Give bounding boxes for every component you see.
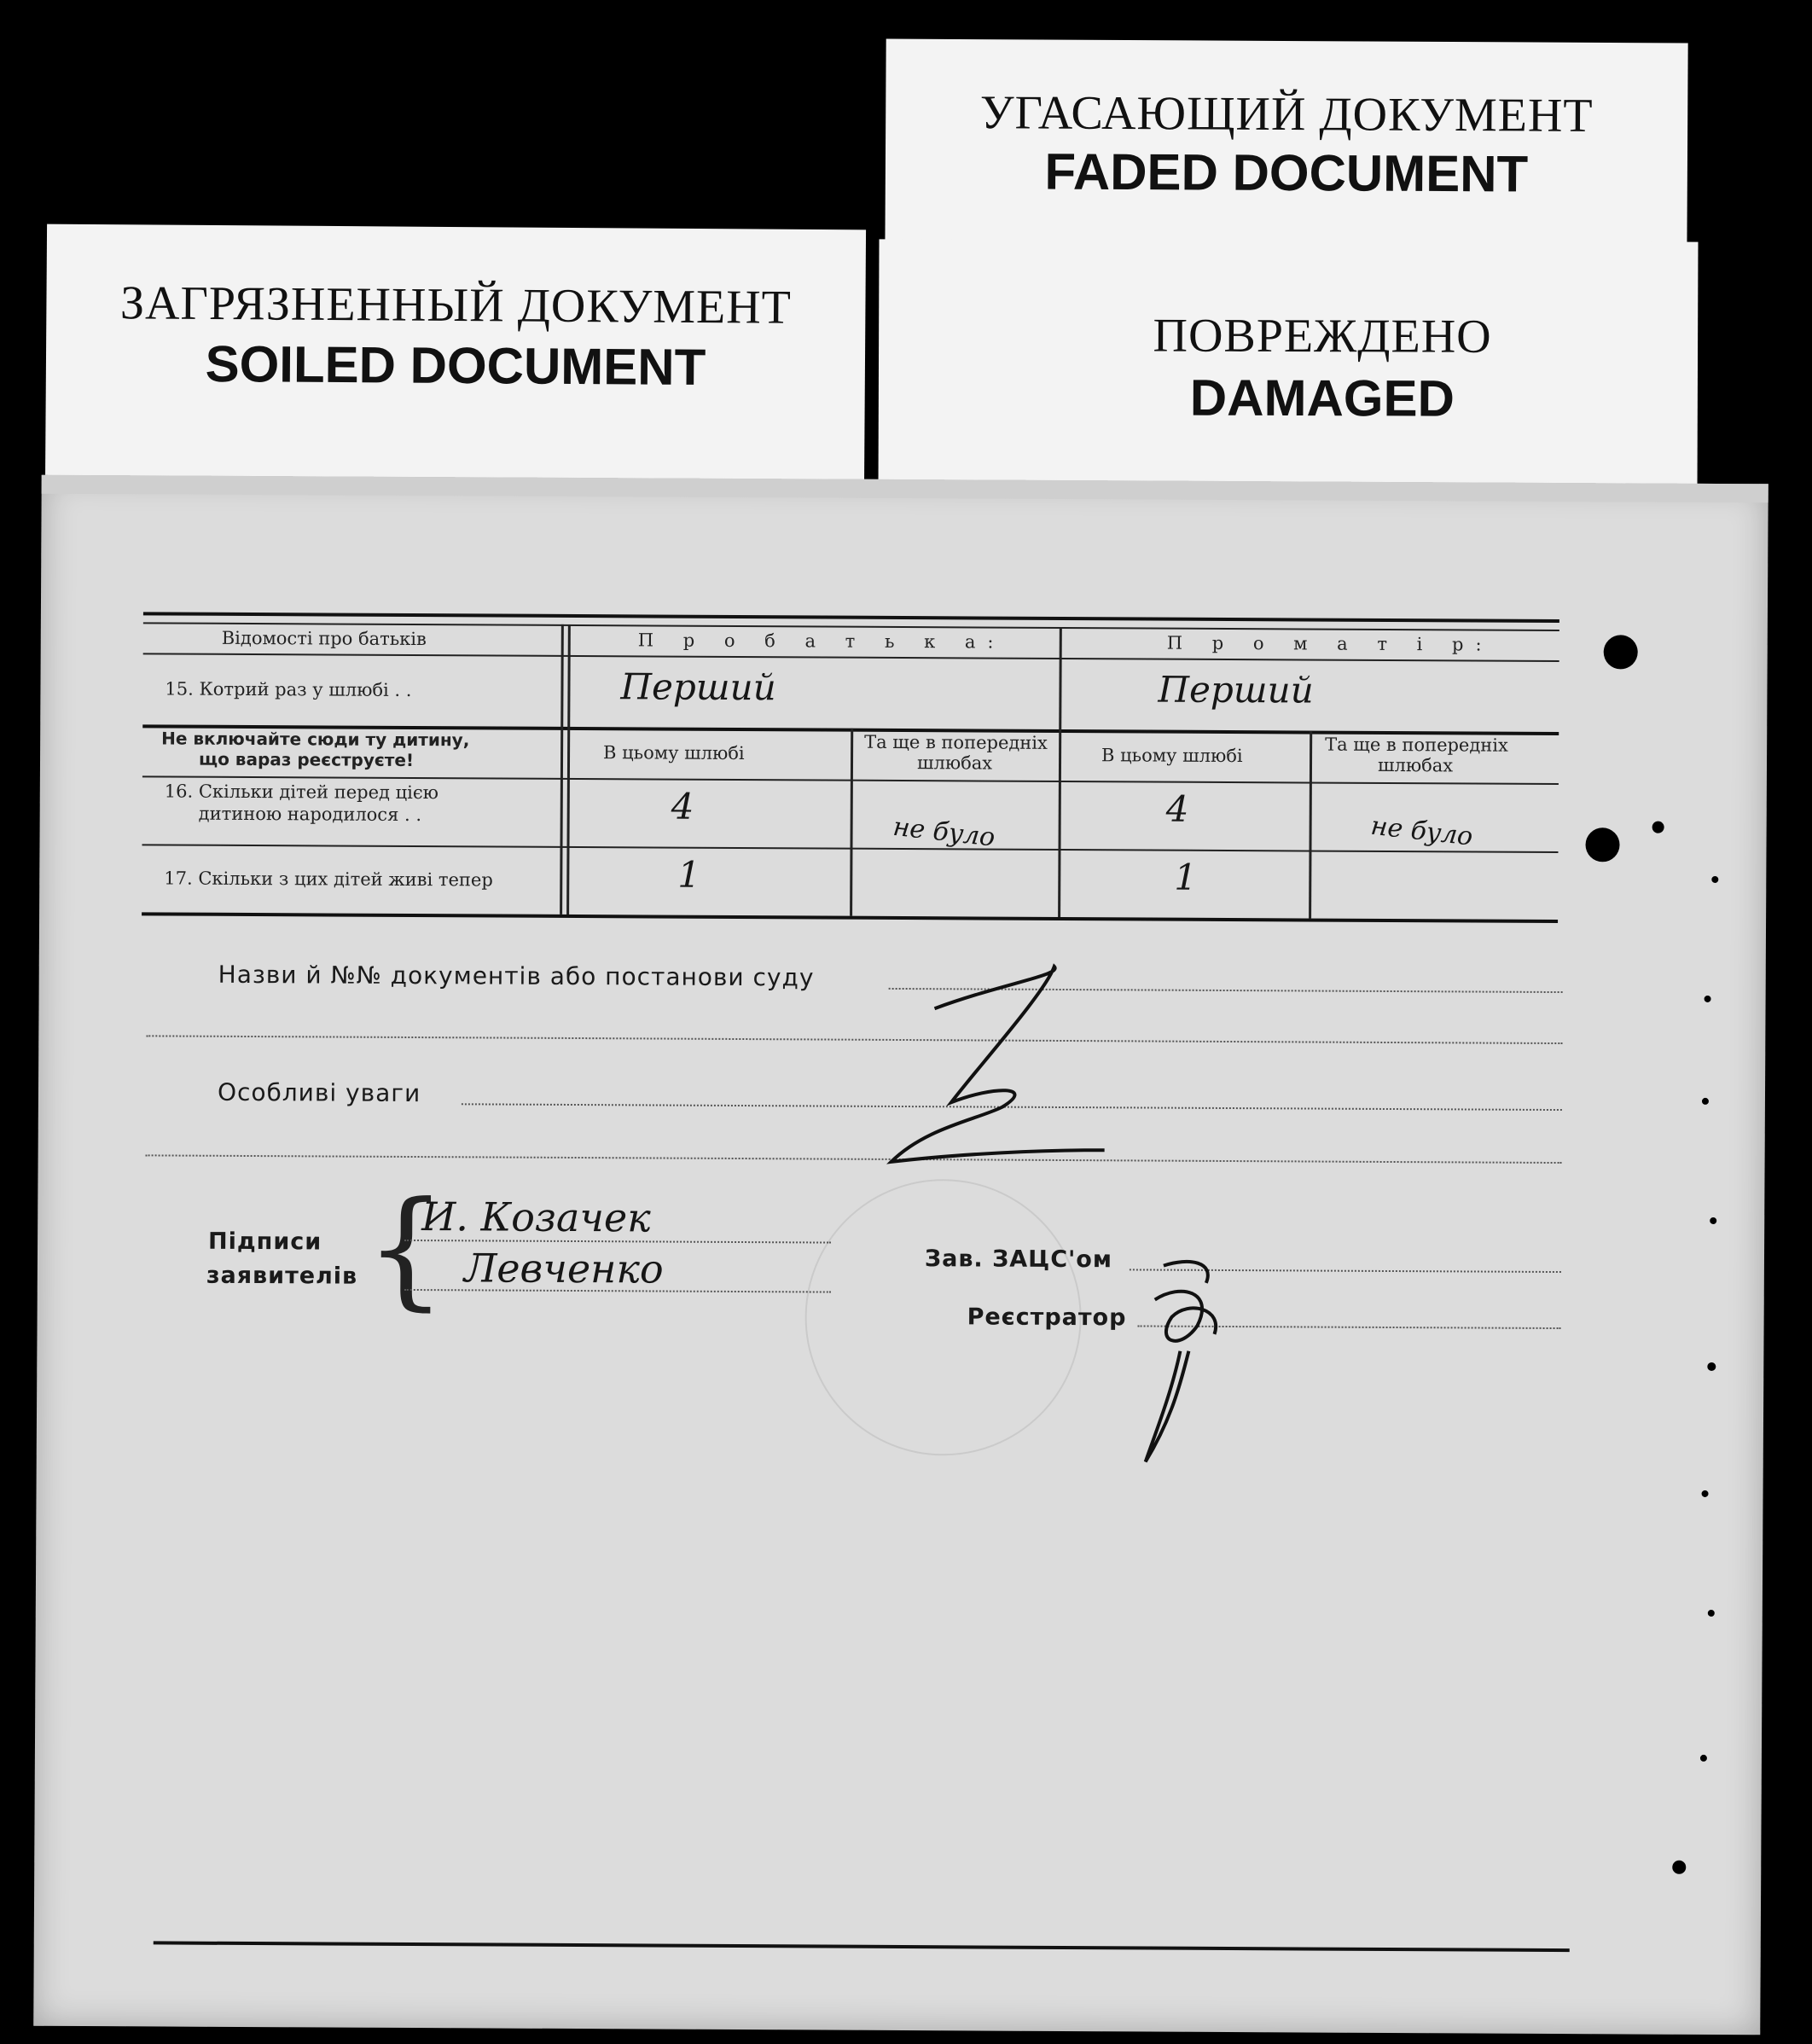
row17-label: 17. Скільки з цих дітей живі тепер <box>164 868 493 891</box>
punch-hole <box>1705 996 1711 1002</box>
soiled-label-ru: ЗАГРЯЗНЕННЫЙ ДОКУМЕНТ <box>119 276 793 334</box>
header-about-father: П р о б а т ь к а: <box>637 630 1006 653</box>
punch-hole <box>1700 1755 1707 1762</box>
mother-this-marriage-header: В цьому шлюбі <box>1101 745 1243 767</box>
signatures-brace: { <box>364 1174 447 1324</box>
signature-line-1 <box>404 1240 831 1244</box>
row16-label-line1: 16. Скільки дітей перед цією <box>164 781 438 804</box>
row15-father-value: Перший <box>620 665 776 709</box>
punch-hole <box>1652 822 1664 833</box>
father-prev-marriages-header-line1: Та ще в попередніх <box>864 731 1048 753</box>
column-divider <box>566 624 571 915</box>
applicant-signature-2: Левченко <box>463 1245 664 1292</box>
mother-prev-marriages-header-line2: шлюбах <box>1377 754 1454 776</box>
row15-mother-value: Перший <box>1158 668 1314 711</box>
soiled-document-card <box>45 224 866 495</box>
punch-hole <box>1604 635 1638 669</box>
punch-hole <box>1708 1610 1715 1617</box>
punch-hole <box>1711 876 1718 883</box>
registry-form-page <box>33 475 1768 2035</box>
signatures-label-line2: заявителів <box>206 1262 358 1290</box>
exclusion-note-line2: що вараз реєструєте! <box>198 748 415 771</box>
documents-field-line2 <box>146 1035 1562 1044</box>
punch-hole <box>1585 827 1619 862</box>
punch-hole <box>1702 1098 1709 1105</box>
row16-father-this-value: 4 <box>671 785 694 827</box>
damaged-label-en: DAMAGED <box>1189 369 1455 427</box>
punch-hole <box>1710 1217 1716 1224</box>
notes-field-label: Особливі уваги <box>217 1077 421 1108</box>
father-this-marriage-header: В цьому шлюбі <box>603 742 745 764</box>
punch-hole <box>1707 1362 1716 1371</box>
row16-label-line2: дитиною народилося . . <box>198 803 422 826</box>
column-divider <box>1058 627 1062 917</box>
row15-label: 15. Котрий раз у шлюбі . . <box>165 678 412 700</box>
parents-info-table <box>143 612 1559 898</box>
notes-field-line2 <box>146 1154 1562 1164</box>
exclusion-note-line1: Не включайте сюди ту дитину, <box>161 728 470 751</box>
father-prev-marriages-header-line2: шлюбах <box>916 752 993 774</box>
row16-father-prev-value: не було <box>891 811 997 853</box>
table-top-rule <box>143 612 1559 623</box>
column-divider <box>1309 731 1312 919</box>
damaged-label-ru: ПОВРЕЖДЕНО <box>1153 309 1492 363</box>
z-shaped-cancellation-mark <box>874 957 1130 1181</box>
punch-hole <box>1672 1861 1686 1874</box>
signatures-label-line1: Підписи <box>207 1228 322 1256</box>
mother-prev-marriages-header-line1: Та ще в попередніх <box>1325 734 1508 756</box>
column-divider <box>850 729 853 916</box>
table-rule <box>143 653 1559 662</box>
faded-label-en: FADED DOCUMENT <box>1044 142 1529 203</box>
row16-mother-prev-value: не було <box>1369 810 1475 852</box>
registry-head-label: Зав. ЗАЦС'ом <box>924 1246 1113 1274</box>
column-divider <box>560 624 564 915</box>
header-parents-info: Відомості про батьків <box>221 627 427 650</box>
row17-father-value: 1 <box>677 853 701 896</box>
applicant-signature-1: И. Козачек <box>421 1193 651 1241</box>
faded-document-card <box>885 39 1687 267</box>
documents-field-label: Назви й №№ документів або постанови суду <box>218 960 815 992</box>
signature-line-2 <box>404 1289 831 1293</box>
registrar-signature <box>1112 1248 1249 1471</box>
damaged-document-card <box>878 239 1698 494</box>
faded-label-ru: УГАСАЮЩИЙ ДОКУМЕНТ <box>979 86 1594 142</box>
punch-hole <box>1702 1490 1709 1497</box>
soiled-label-en: SOILED DOCUMENT <box>205 334 706 397</box>
page-bottom-rule <box>154 1941 1570 1952</box>
row16-mother-this-value: 4 <box>1165 787 1189 830</box>
registrar-label: Реєстратор <box>967 1304 1127 1332</box>
row17-mother-value: 1 <box>1174 856 1198 898</box>
header-about-mother: П р о м а т і р: <box>1166 632 1494 655</box>
